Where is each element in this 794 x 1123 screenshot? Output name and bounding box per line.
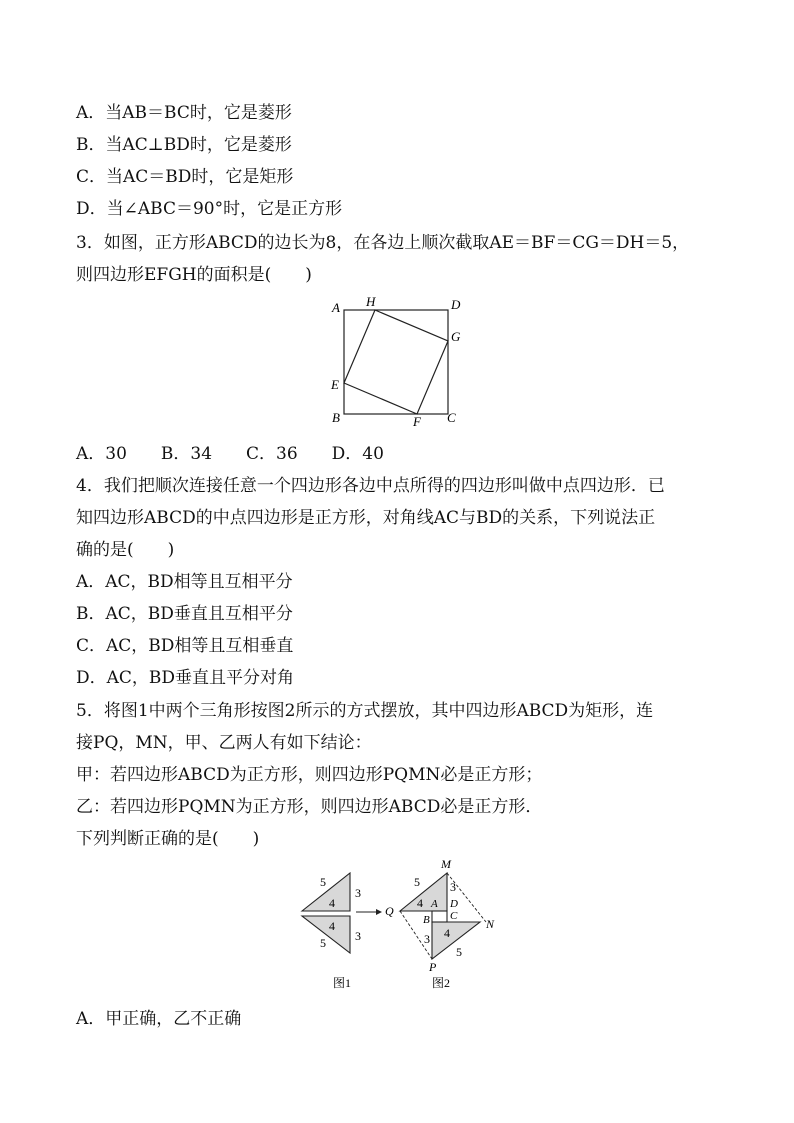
label-P: P (429, 960, 437, 974)
q4-option-d: D．AC，BD垂直且平分对角 (76, 668, 295, 688)
q3-options: A．30 B．34 C．36 D．40 (76, 444, 384, 464)
q4-stem-line1: 4．我们把顺次连接任意一个四边形各边中点所得的四边形叫做中点四边形．已 (76, 476, 665, 496)
label-B: B (332, 410, 340, 425)
q5-stem-line2: 接PQ，MN，甲、乙两人有如下结论： (76, 733, 372, 753)
q3-stem-line1: 3．如图，正方形ABCD的边长为8，在各边上顺次截取AE＝BF＝CG＝DH＝5， (76, 233, 690, 253)
caption-fig2: 图2 (432, 976, 451, 990)
q2-option-b: B．当AC⊥BD时，它是菱形 (76, 135, 292, 155)
quad-efgh (344, 310, 448, 414)
q5-triangles-figure (296, 855, 506, 997)
label-M: M (441, 857, 451, 871)
q5-statement-jia: 甲：若四边形ABCD为正方形，则四边形PQMN必是正方形； (76, 765, 543, 785)
q2-option-c: C．当AC＝BD时，它是矩形 (76, 167, 294, 187)
label-B: B (423, 914, 430, 926)
q2-option-a: A．当AB＝BC时，它是菱形 (76, 103, 292, 123)
q4-option-c: C．AC，BD相等且互相垂直 (76, 636, 294, 656)
fig2-label-3-bottom: 3 (424, 932, 430, 946)
fig2-top-triangle (400, 873, 447, 911)
label-D: D (451, 297, 461, 312)
label-A: A (431, 898, 438, 910)
label-Q: Q (385, 904, 394, 918)
label-D: D (450, 898, 458, 910)
label-A: A (332, 300, 340, 315)
q4-option-a: A．AC，BD相等且互相平分 (76, 572, 293, 592)
q5-stem-line1: 5．将图1中两个三角形按图2所示的方式摆放，其中四边形ABCD为矩形，连 (76, 701, 654, 721)
q4-stem-line3: 确的是( ) (76, 540, 175, 560)
fig2-label-5-top: 5 (414, 875, 420, 889)
label-C: C (450, 910, 458, 922)
fig1-label-3-top: 3 (355, 886, 361, 900)
fig1-top-triangle (302, 873, 350, 911)
fig2-label-4-top: 4 (417, 896, 423, 910)
q2-option-d: D．当∠ABC＝90°时，它是正方形 (76, 199, 343, 219)
q4-option-b: B．AC，BD垂直且互相平分 (76, 604, 293, 624)
q4-stem-line2: 知四边形ABCD的中点四边形是正方形，对角线AC与BD的关系，下列说法正 (76, 508, 656, 528)
fig2-label-3-top: 3 (450, 880, 456, 894)
q5-statement-yi: 乙：若四边形PQMN为正方形，则四边形ABCD必是正方形． (76, 797, 543, 817)
fig1-label-3-bottom: 3 (355, 929, 361, 943)
arrow-head (376, 909, 382, 915)
fig1-label-4-top: 4 (329, 896, 335, 910)
q3-square-figure (320, 292, 470, 430)
label-N: N (486, 917, 495, 931)
caption-fig1: 图1 (333, 976, 352, 990)
label-C: C (447, 410, 456, 425)
label-H: H (366, 294, 376, 309)
label-G: G (451, 329, 461, 344)
fig2-label-5-bottom: 5 (456, 945, 462, 959)
label-E: E (331, 377, 339, 392)
fig2-label-4-bottom: 4 (444, 926, 450, 940)
label-F: F (413, 414, 421, 429)
q5-stem-question: 下列判断正确的是( ) (76, 829, 260, 849)
q5-option-a: A．甲正确，乙不正确 (76, 1009, 242, 1029)
fig1-label-4-bottom: 4 (329, 919, 335, 933)
square-abcd (344, 310, 448, 414)
fig1-label-5-bottom: 5 (320, 936, 326, 950)
q3-stem-line2: 则四边形EFGH的面积是( ) (76, 265, 312, 285)
rect-abcd (432, 911, 447, 922)
fig1-bottom-triangle (302, 916, 350, 953)
fig1-label-5-top: 5 (320, 875, 326, 889)
